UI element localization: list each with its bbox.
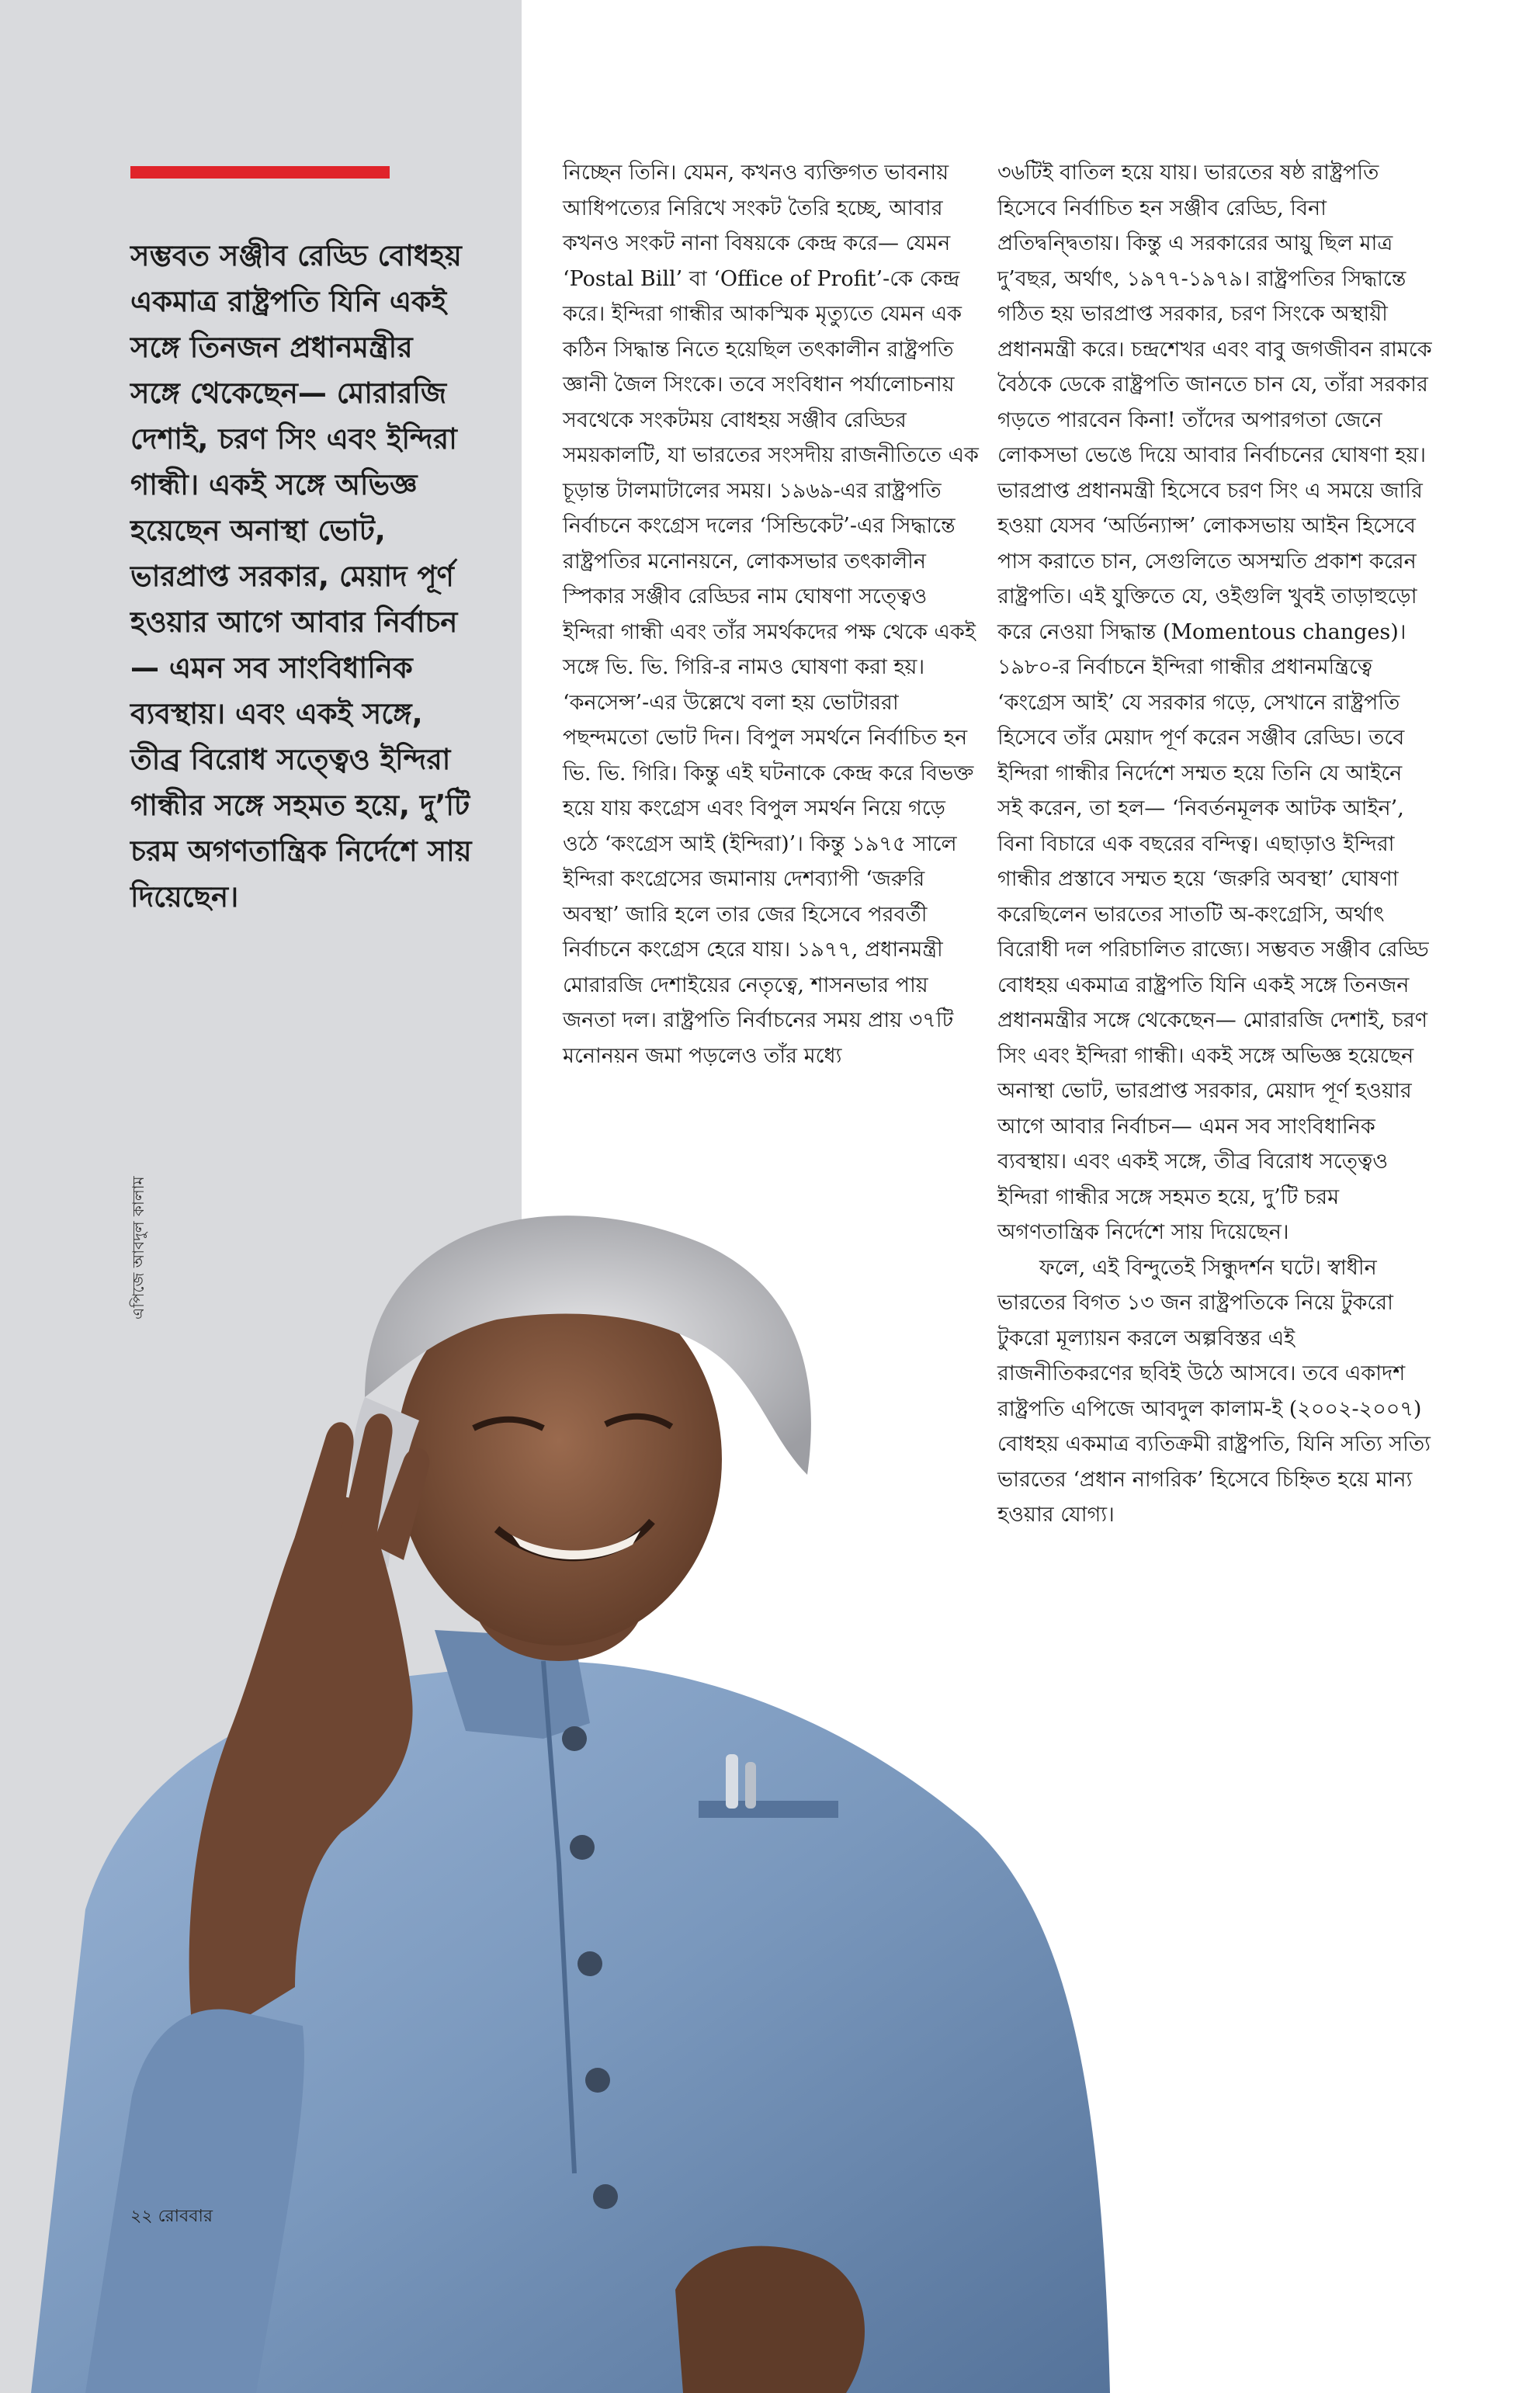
- article-paragraph: ৩৬টিই বাতিল হয়ে যায়। ভারতের ষষ্ঠ রাষ্ট্রপতি হিসেবে নির্বাচিত হন সঞ্জীব রেড্ডি, বিনা প্রতিদ্বন্দ্বিতায়। কিন্তু এ সরকারের আয়ু ছিল মাত্র দু’বছর, অর্থাৎ, ১৯৭৭-১৯৭৯। রাষ্ট্রপতির সিদ্ধান্তে গঠিত হয় ভারপ্রাপ্ত সরকার, চরণ সিংকে অস্থায়ী প্রধানমন্ত্রী করে। চন্দ্রশেখর এবং বাবু জগজীবন রামকে বৈঠকে ডেকে রাষ্ট্রপতি জানতে চান যে, তাঁরা সরকার গড়তে পারবেন কিনা! তাঁদের অপারগতা জেনে লোকসভা ভেঙে দিয়ে আবার নির্বাচনের ঘোষণা হয়। ভারপ্রাপ্ত প্রধানমন্ত্রী হিসেবে চরণ সিং এ সময়ে জারি হওয়া যেসব ‘অর্ডিন্যান্স’ লোকসভায় আইন হিসেবে পাস করাতে চান, সেগুলিতে অসম্মতি প্রকাশ করেন রাষ্ট্রপতি। এই যুক্তিতে যে, ওইগুলি খুবই তাড়াহুড়ো করে নেওয়া সিদ্ধান্ত (Momentous changes)। ১৯৮০-র নির্বাচনে ইন্দিরা গান্ধীর প্রধানমন্ত্রিত্বে ‘কংগ্রেস আই’ যে সরকার গড়ে, সেখানে রাষ্ট্রপতি হিসেবে তাঁর মেয়াদ পূর্ণ করেন সঞ্জীব রেড্ডি। তবে ইন্দিরা গান্ধীর নির্দেশে সম্মত হয়ে তিনি যে আইনে সই করেন, তা হল— ‘নিবর্তনমূলক আটক আইন’, বিনা বিচারে এক বছরের বন্দিত্ব। এছাড়াও ইন্দিরা গান্ধীর প্রস্তাবে সম্মত হয়ে ‘জরুরি অবস্থা’ ঘোষণা করেছিলেন ভারতের সাতটি অ-কংগ্রেসি, অর্থাৎ বিরোধী দল পরিচালিত রাজ্যে। সম্ভবত সঞ্জীব রেড্ডি বোধহয় একমাত্র রাষ্ট্রপতি যিনি একই সঙ্গে তিনজন প্রধানমন্ত্রীর সঙ্গে থেকেছেন— মোরারজি দেশাই, চরণ সিং এবং ইন্দিরা গান্ধী। একই সঙ্গে অভিজ্ঞ হয়েছেন অনাস্থা ভোট, ভারপ্রাপ্ত সরকার, মেয়াদ পূর্ণ হওয়ার আগে আবার নির্বাচন— এমন সব সাংবিধানিক ব্যবস্থায়। এবং একই সঙ্গে, তীব্র বিরোধ সত্ত্বেও ইন্দিরা গান্ধীর সঙ্গে সহমত হয়ে, দু’টি চরম অগণতান্ত্রিক নির্দেশে সায় দিয়েছেন।: [997, 161, 1432, 1244]
- page-footer: ২২ রোববার: [130, 2207, 213, 2226]
- pull-quote: সম্ভবত সঞ্জীব রেড্ডি বোধহয় একমাত্র রাষ্ট্রপতি যিনি একই সঙ্গে তিনজন প্রধানমন্ত্রীর সঙ্গে থেকেছেন— মোরারজি দেশাই, চরণ সিং এবং ইন্দিরা গান্ধী। একই সঙ্গে অভিজ্ঞ হয়েছেন অনাস্থা ভোট, ভারপ্রাপ্ত সরকার, মেয়াদ পূর্ণ হওয়ার আগে আবার নির্বাচন— এমন সব সাংবিধানিক ব্যবস্থায়। এবং একই সঙ্গে, তীব্র বিরোধ সত্ত্বেও ইন্দিরা গান্ধীর সঙ্গে সহমত হয়ে, দু’টি চরম অগণতান্ত্রিক নির্দেশে সায় দিয়েছেন।: [130, 239, 472, 914]
- accent-rule: [130, 166, 390, 179]
- article-paragraph: নিচ্ছেন তিনি। যেমন, কখনও ব্যক্তিগত ভাবনায় আধিপত্যের নিরিখে সংকট তৈরি হচ্ছে, আবার কখনও সংকট নানা বিষয়কে কেন্দ্র করে— যেমন ‘Postal Bill’ বা ‘Office of Profit’-কে কেন্দ্র করে। ইন্দিরা গান্ধীর আকস্মিক মৃত্যুতে যেমন এক কঠিন সিদ্ধান্ত নিতে হয়েছিল তৎকালীন রাষ্ট্রপতি জ্ঞানী জৈল সিংকে। তবে সংবিধান পর্যালোচনায় সবথেকে সংকটময় বোধহয় সঞ্জীব রেড্ডির সময়কালটি, যা ভারতের সংসদীয় রাজনীতিতে এক চূড়ান্ত টালমাটালের সময়। ১৯৬৯-এর রাষ্ট্রপতি নির্বাচনে কংগ্রেস দলের ‘সিন্ডিকেট’-এর সিদ্ধান্তে রাষ্ট্রপতির মনোনয়নে, লোকসভার তৎকালীন স্পিকার সঞ্জীব রেড্ডির নাম ঘোষণা সত্ত্বেও ইন্দিরা গান্ধী এবং তাঁর সমর্থকদের পক্ষ থেকে একই সঙ্গে ভি. ভি. গিরি-র নামও ঘোষণা করা হয়। ‘কনসেন্স’-এর উল্লেখে বলা হয় ভোটাররা পছন্দমতো ভোট দিন। বিপুল সমর্থনে নির্বাচিত হন ভি. ভি. গিরি। কিন্তু এই ঘটনাকে কেন্দ্র করে বিভক্ত হয়ে যায় কংগ্রেস এবং বিপুল সমর্থন নিয়ে গড়ে ওঠে ‘কংগ্রেস আই (ইন্দিরা)’। কিন্তু ১৯৭৫ সালে ইন্দিরা কংগ্রেসের জমানায় দেশব্যাপী ‘জরুরি অবস্থা’ জারি হলে তার জের হিসেবে পরবর্তী নির্বাচনে কংগ্রেস হেরে যায়। ১৯৭৭, প্রধানমন্ত্রী মোরারজি দেশাইয়ের নেতৃত্বে, শাসনভার পায় জনতা দল। রাষ্ট্রপতি নির্বাচনের সময় প্রায় ৩৭টি মনোনয়ন জমা পড়লেও তাঁর মধ্যে: [563, 161, 979, 1068]
- article-paragraph-conclusion: ফলে, এই বিন্দুতেই সিন্ধুদর্শন ঘটে। স্বাধীন ভারতের বিগত ১৩ জন রাষ্ট্রপতিকে নিয়ে টুকরো টুকরো মূল্যায়ন করলে অল্পবিস্তর এই রাজনীতিকরণের ছবিই উঠে আসবে। তবে একাদশ রাষ্ট্রপতি এপিজে আবদুল কালাম-ই (২০০২-২০০৭) বোধহয় একমাত্র ব্যতিক্রমী রাষ্ট্রপতি, যিনি সত্যি সত্যি ভারতের ‘প্রধান নাগরিক’ হিসেবে চিহ্নিত হয়ে মান্য হওয়ার যোগ্য।: [997, 1255, 1431, 1527]
- photo-credit: এপিজে আবদুল কালাম: [129, 1176, 147, 1320]
- article-column-right: [997, 155, 1432, 1533]
- article-column-middle: [563, 155, 982, 1073]
